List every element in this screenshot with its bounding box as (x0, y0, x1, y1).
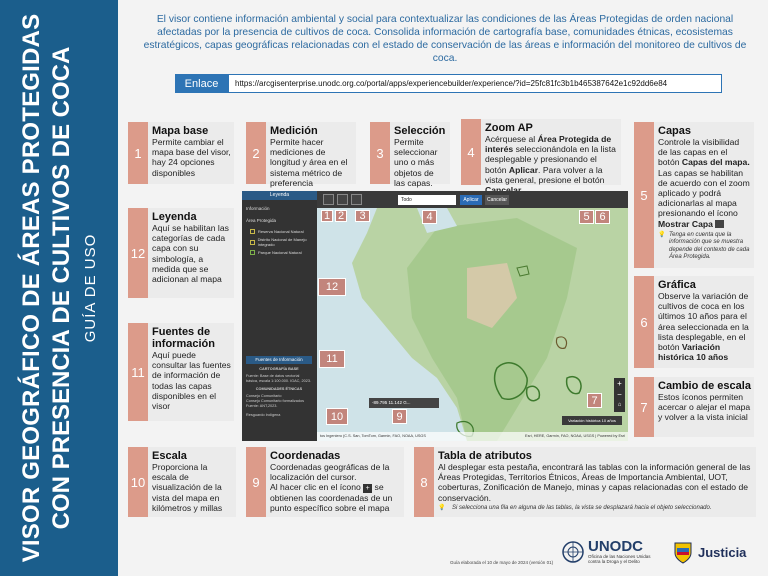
chart-toggle-button[interactable]: Variación histórica 10 años (562, 416, 622, 425)
title-sidebar (0, 0, 118, 576)
sources-panel: CARTOGRAFÍA BASE Fuente: Base de datos vectorial básica, escala 1:100.000. IGAC, 2023. COMUNIDADES ÉTNICAS Consejo Comunitario Consejo Comunitario formalizados Fuente: ANT,2023. Resguardo Indígena (246, 367, 312, 417)
card-text: Al desplegar esta pestaña, encontrará las tablas con la información general de las Áreas Protegidas, Territorios Étnicos, Áreas de Importancia Ambiental, UOT, coberturas, Zonificación de Manejo, minas y capas relacionadas con el estado de conservación. (438, 462, 751, 503)
card-title: Leyenda (152, 211, 197, 223)
tag-5: 5 (579, 210, 594, 224)
card-number: 4 (461, 119, 481, 185)
card-number: 8 (414, 447, 434, 517)
card-text: Observe la variación de cultivos de coca en los últimos 10 años para el área seleccionada en la lista desplegable, en el botón Variación histórica 10 años (658, 291, 749, 363)
card-number: 2 (246, 122, 266, 184)
card-leyenda (128, 208, 234, 298)
card-number: 10 (128, 447, 148, 517)
legend-list (242, 229, 317, 255)
tag-1: 1 (321, 210, 333, 222)
map-toolbar (317, 191, 628, 208)
legend-item: Parque Nacional Natural (250, 250, 317, 255)
version-note: Guía elaborada el 10 de mayo de 2024 (versión 01) (450, 560, 554, 565)
card-tabla-atributos (414, 447, 756, 517)
home-icon[interactable]: ⌂ (617, 402, 622, 408)
zoom-out-button[interactable]: − (617, 390, 622, 399)
card-escala (128, 447, 236, 517)
card-seleccion (370, 122, 450, 188)
card-number: 12 (128, 208, 148, 298)
area-dropdown[interactable]: Todo (398, 195, 456, 205)
tag-6: 6 (595, 210, 610, 224)
link-label: Enlace (175, 74, 228, 93)
card-text: Permite hacer mediciones de longitud y área en el sistema métrico de preferencia (270, 137, 348, 188)
coordinates-readout: -89.795 11.142 G... (369, 398, 439, 408)
legend-info: Información (246, 206, 270, 211)
tag-12: 12 (318, 278, 346, 296)
justicia-name: Justicia (698, 544, 747, 560)
coat-of-arms-icon (672, 539, 694, 565)
card-cambio-escala (634, 377, 754, 437)
card-number: 11 (128, 323, 148, 421)
intro-text: El visor contiene información ambiental y social para contextualizar las condiciones de las Áreas Protegidas de orden nacional afectadas por la presencia de cultivos de coca. Consolida información de cartografía base, comunidades étnicas, ecosistemas estratégicos, capas geográficas relacionadas con el estado de conservación de las áreas e información del monitoreo de cultivos de coca. (143, 14, 747, 64)
card-text: Estos íconos permiten acercar o alejar el mapa y volver a la vista inicial (658, 392, 751, 423)
tag-4: 4 (422, 210, 437, 224)
guide-subtitle: GUÍA DE USO (82, 233, 99, 343)
card-number: 7 (634, 377, 654, 437)
card-title: Capas (658, 125, 692, 137)
legend-panel-title: Leyenda (242, 191, 317, 200)
title-line-2: CON PRESENCIA DE CULTIVOS DE COCA (48, 46, 75, 530)
map-attribution: tos Ingeniero (C.S. San, TomTom, Garmin, FAO, NOAA, USGS Esri, HERE, Garmin, FAO, NOAA, USGS | Powered by Esri (317, 432, 628, 441)
apply-button[interactable]: Aplicar (460, 195, 482, 205)
card-title: Gráfica (658, 279, 696, 291)
lightbulb-icon: 💡 (658, 231, 666, 238)
map-viewer-screenshot (242, 191, 628, 441)
tag-10: 10 (326, 408, 348, 425)
legend-swatch (250, 229, 255, 234)
card-text: Coordenadas geográficas de la localización del cursor. Al hacer clic en el ícono + se obtienen las coordenadas de un punto específico sobre el mapa (270, 462, 393, 513)
lightbulb-icon: 💡 (438, 504, 446, 511)
legend-item: Distrito Nacional de Manejo Integrado (250, 237, 317, 247)
card-text: Permite seleccionar uno o más objetos de las capas. (394, 137, 438, 188)
tag-3: 3 (355, 210, 370, 222)
card-number: 6 (634, 276, 654, 368)
justicia-logo (672, 539, 746, 565)
un-emblem-icon (562, 541, 584, 563)
legend-panel (242, 191, 317, 441)
card-title: Selección (394, 125, 446, 137)
select-tool-button[interactable] (351, 194, 362, 205)
card-title: Coordenadas (270, 450, 341, 462)
layers-tip: 💡 Tenga en cuenta que la información que se muestra depende del contexto de cada Área Protegida. (658, 231, 750, 261)
card-grafica (634, 276, 754, 368)
card-title: Zoom AP (485, 122, 533, 134)
unodc-name: UNODC (588, 538, 643, 555)
card-number: 3 (370, 122, 390, 184)
map-canvas[interactable] (317, 208, 628, 441)
table-tip: 💡 Si selecciona una fila en alguna de las tablas, la vista se desplazará hacia el objeto seleccionado. (438, 504, 712, 511)
measure-tool-button[interactable] (337, 194, 348, 205)
legend-item: Reserva Nacional Natural (250, 229, 317, 234)
card-zoom-ap (461, 119, 621, 185)
legend-swatch (250, 250, 255, 255)
card-title: Mapa base (152, 125, 209, 137)
card-title: Escala (152, 450, 187, 462)
card-medicion (246, 122, 356, 188)
zoom-in-button[interactable]: + (617, 379, 622, 388)
card-text: Proporciona la escala de visualización de la vista del mapa en kilómetros y millas (152, 462, 223, 513)
card-title: Tabla de atributos (438, 450, 532, 462)
tag-7: 7 (587, 393, 602, 408)
cancel-button[interactable]: Cancelar (486, 197, 507, 203)
sources-panel-title[interactable]: Fuentes de Información (246, 356, 312, 364)
show-layer-icon (715, 220, 724, 228)
map-terrain (317, 208, 628, 441)
basemap-tool-button[interactable] (323, 194, 334, 205)
card-fuentes (128, 323, 234, 421)
card-title: Fuentes de información (152, 326, 215, 350)
card-text: Permite cambiar el mapa base del visor, hay 24 opciones disponibles (152, 137, 231, 178)
tag-9: 9 (392, 409, 407, 424)
card-capas (634, 122, 754, 268)
card-title: Cambio de escala (658, 380, 751, 392)
title-line-1: VISOR GEOGRÁFICO DE ÁREAS PROTEGIDAS (18, 13, 45, 563)
card-text: Controle la visibilidad de las capas en el botón Capas del mapa. Las capas se habilitan de acuerdo con el zoom aplicado y podrá adicionarlas al mapa presionando el ícono Mostrar Capa (658, 137, 750, 229)
zoom-controls (614, 378, 625, 412)
card-number: 9 (246, 447, 266, 517)
viewer-url-link[interactable]: https://arcgisenterprise.unodc.org.co/portal/apps/experiencebuilder/experience/?id=25fc81fc3b1b465387642e1c92dd6e84 (228, 74, 722, 93)
card-text: Aquí puede consultar las fuentes de información de todas las capas disponibles en el visor (152, 350, 231, 412)
legend-swatch (250, 240, 255, 245)
card-text: Aquí se habilitan las categorías de cada capa con su simbología, a medida que se adicionan al mapa (152, 223, 229, 285)
tag-2: 2 (335, 210, 347, 222)
crosshair-icon: + (363, 484, 372, 493)
sidebar-title-block (17, 14, 101, 563)
link-row (175, 74, 722, 93)
legend-section: Área Protegida (246, 218, 277, 223)
card-text: Acérquese al Área Protegida de interés seleccionándola en la lista desplegable y presionando el botón Aplicar. Para volver a la vista general, presione el botón (485, 134, 616, 185)
card-number: 1 (128, 122, 148, 184)
card-mapa-base (128, 122, 234, 184)
unodc-logo: UNODC Oficina de las Naciones Unidas contra la Droga y el Delito (562, 539, 651, 564)
card-number: 5 (634, 122, 654, 268)
card-title: Medición (270, 125, 318, 137)
card-coordenadas (246, 447, 404, 517)
tag-11: 11 (319, 350, 345, 368)
